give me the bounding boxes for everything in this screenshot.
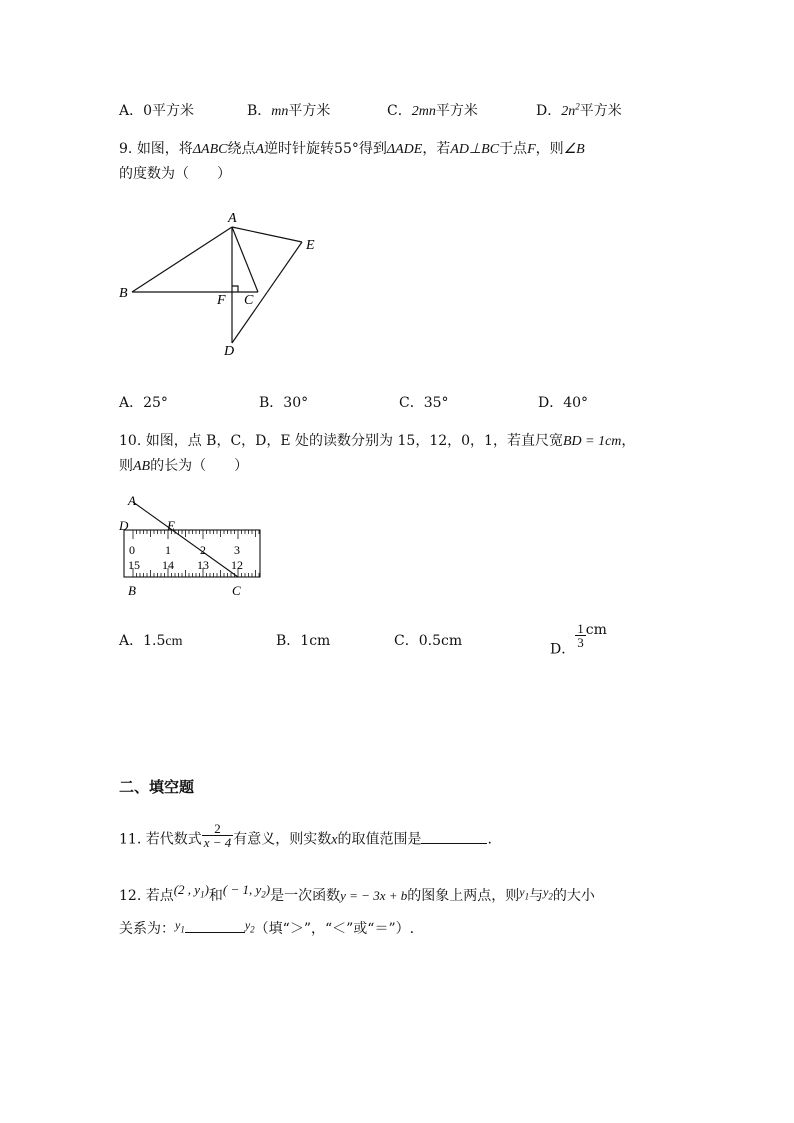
q9-angle-b: ∠B (563, 142, 585, 157)
q10-option-d-unit: cm (585, 622, 607, 638)
q11-stem (119, 822, 492, 849)
label-f: F (217, 293, 226, 308)
label-a: A (128, 493, 136, 508)
q8-option-c-text: 平方米 (435, 103, 478, 119)
q10-option-b-label: B． (276, 633, 301, 649)
q10-option-a (119, 630, 183, 650)
q12-text: （填“＞”，“＜”或“＝”）. (254, 921, 415, 937)
q9-text: ，则 (535, 141, 564, 157)
label-b: B (128, 583, 136, 598)
q11-fraction (202, 822, 234, 849)
q12-text: 的大小 (552, 888, 595, 904)
q12-stem-line2 (119, 918, 414, 938)
q12-point-1 (173, 882, 209, 900)
label-c: C (232, 583, 241, 598)
top-tick-3: 3 (234, 543, 240, 557)
q10-text: 10. 如图，点 B，C，D，E 处的读数分别为 15，12，0，1，若直尺宽 (119, 433, 563, 449)
q9-perpendicular: AD⊥BC (450, 142, 500, 157)
q12-point-2-text: ( − 1, y (222, 882, 262, 897)
q11-variable: x (331, 832, 338, 848)
q10-option-b-value: 1 (300, 633, 310, 649)
q12-y1-text: y (519, 885, 525, 899)
q12-point-1-text: (2 , y (173, 882, 201, 897)
q9-option-b: B．30° (259, 395, 309, 411)
q8-option-c-label: C． (387, 103, 412, 119)
q12-y1 (519, 885, 530, 902)
q8-option-c (387, 100, 478, 120)
q12-text: 与 (529, 888, 544, 904)
q12-blank-y2 (244, 918, 255, 935)
q9-text: 于点 (499, 141, 528, 157)
q11-text: 11. 若代数式 (119, 831, 202, 848)
q8-option-a-label: A． (119, 103, 144, 119)
label-e: E (167, 518, 175, 533)
q11-text: 的取值范围是 (337, 831, 422, 848)
q10-text: 的长为（ ） (150, 458, 249, 474)
fraction-numerator: 1 (577, 621, 584, 636)
top-tick-0: 0 (129, 543, 135, 557)
right-angle-mark (232, 286, 238, 292)
q9-angle: 55° (334, 141, 359, 157)
q8-option-b-math: mn (271, 104, 289, 119)
q12-text: 关系为： (119, 921, 175, 937)
q9-stem-line2: 的度数为（ ） (119, 166, 231, 182)
q12-y1-sub: 1 (180, 924, 185, 935)
q10-option-b (276, 630, 330, 650)
top-tick-1: 1 (165, 543, 171, 557)
q8-option-d-math: 2n (561, 104, 576, 119)
q10-text: 则 (119, 458, 133, 474)
q12-point-2-end: ) (265, 882, 271, 897)
q12-text: 的图象上两点，则 (407, 888, 520, 904)
q12-stem-line1 (119, 882, 595, 905)
q9-stem-line1 (119, 138, 585, 158)
q10-option-d-fraction (575, 622, 586, 649)
q12-y2-sub: 2 (250, 924, 255, 935)
q9-triangle-ade: ΔADE (386, 142, 423, 157)
q9-text: ，若 (422, 141, 451, 157)
q8-option-d-text: 平方米 (579, 103, 622, 119)
q10-stem-line2 (119, 455, 248, 475)
q8-option-d-label: D． (536, 103, 562, 119)
q9-text: 如图，将 (136, 141, 193, 157)
q8-option-a-text: 0平方米 (143, 103, 195, 119)
q12-blank-y1 (175, 918, 185, 935)
q10-option-d-label: D． (550, 641, 576, 658)
q9-text: 得到 (358, 141, 387, 157)
segment-ac (232, 227, 258, 292)
q12-point-1-end: ) (204, 882, 209, 897)
q8-option-d-sup: 2 (575, 101, 580, 112)
q12-y2-text: y (244, 918, 251, 932)
q10-option-c-label: C． (394, 633, 419, 649)
label-b: B (119, 286, 128, 301)
q12-text: 和 (208, 888, 223, 904)
q12-function: y = − 3x + b (340, 888, 408, 903)
q10-option-b-unit: cm (309, 633, 331, 649)
q12-y2-sub: 2 (548, 891, 553, 902)
q11-answer-blank[interactable] (421, 829, 487, 844)
q11-text: . (487, 831, 492, 848)
q10-option-c-value: 0.5 (418, 633, 441, 649)
q11-text: 有意义，则实数 (233, 831, 332, 848)
q10-option-c-unit: cm (440, 633, 463, 649)
q9-option-d: D．40° (538, 395, 589, 411)
q9-point: A (255, 142, 265, 157)
q10-segment-ab: AB (133, 459, 151, 474)
q8-option-c-math: 2mn (411, 104, 436, 119)
q12-point-2 (222, 882, 271, 900)
q9-foot-point: F (527, 142, 536, 157)
label-c: C (244, 293, 254, 308)
fraction-denominator: x − 4 (203, 835, 232, 850)
bottom-tick-14: 14 (162, 558, 174, 572)
q12-y1-sub: 1 (524, 891, 530, 902)
q10-stem-line1 (119, 430, 635, 450)
top-tick-2: 2 (200, 543, 206, 557)
q9-option-c: C．35° (399, 395, 449, 411)
q9-text: 逆时针旋转 (264, 141, 335, 157)
q12-point-1-sub: 1 (200, 889, 205, 900)
q10-option-a-label: A． (119, 633, 144, 649)
q12-point-2-sub: 2 (261, 889, 266, 900)
q12-text: 12. 若点 (119, 888, 174, 904)
q9-text: 绕点 (227, 141, 256, 157)
q8-option-b-label: B． (247, 103, 272, 119)
q10-option-d (550, 622, 607, 659)
q10-option-a-unit: cm (165, 634, 183, 649)
label-e: E (306, 238, 315, 253)
label-d: D (224, 344, 235, 359)
segment-ab (132, 227, 232, 292)
q10-ruler-figure (115, 490, 270, 602)
label-a: A (228, 211, 237, 226)
q8-option-b (247, 100, 330, 120)
q9-triangle-figure (110, 205, 330, 365)
q8-option-d (536, 100, 622, 120)
label-d: D (119, 518, 129, 533)
segment-ae (232, 227, 302, 242)
q9-number: 9. (119, 141, 133, 157)
q12-y2 (543, 885, 553, 902)
q12-answer-blank[interactable] (185, 918, 245, 933)
q12-y2-text: y (543, 885, 549, 899)
q8-option-b-text: 平方米 (288, 103, 331, 119)
q10-text: ， (621, 433, 636, 449)
q10-width: BD = 1cm (562, 434, 622, 449)
q9-triangle-abc: ΔABC (192, 142, 228, 157)
q10-option-a-value: 1.5 (143, 633, 166, 649)
q10-option-c (394, 630, 462, 650)
fraction-denominator: 3 (577, 635, 584, 650)
fraction-numerator: 2 (214, 821, 221, 836)
q9-option-a: A．25° (119, 395, 168, 411)
q12-y1-text: y (175, 918, 181, 932)
q8-option-a (119, 100, 194, 120)
bottom-tick-13: 13 (197, 558, 209, 572)
section-title: 二、填空题 (119, 778, 195, 796)
q12-text: 是一次函数 (270, 888, 341, 904)
bottom-tick-12: 12 (231, 558, 243, 572)
bottom-tick-15: 15 (128, 558, 140, 572)
segment-ac (133, 502, 238, 577)
